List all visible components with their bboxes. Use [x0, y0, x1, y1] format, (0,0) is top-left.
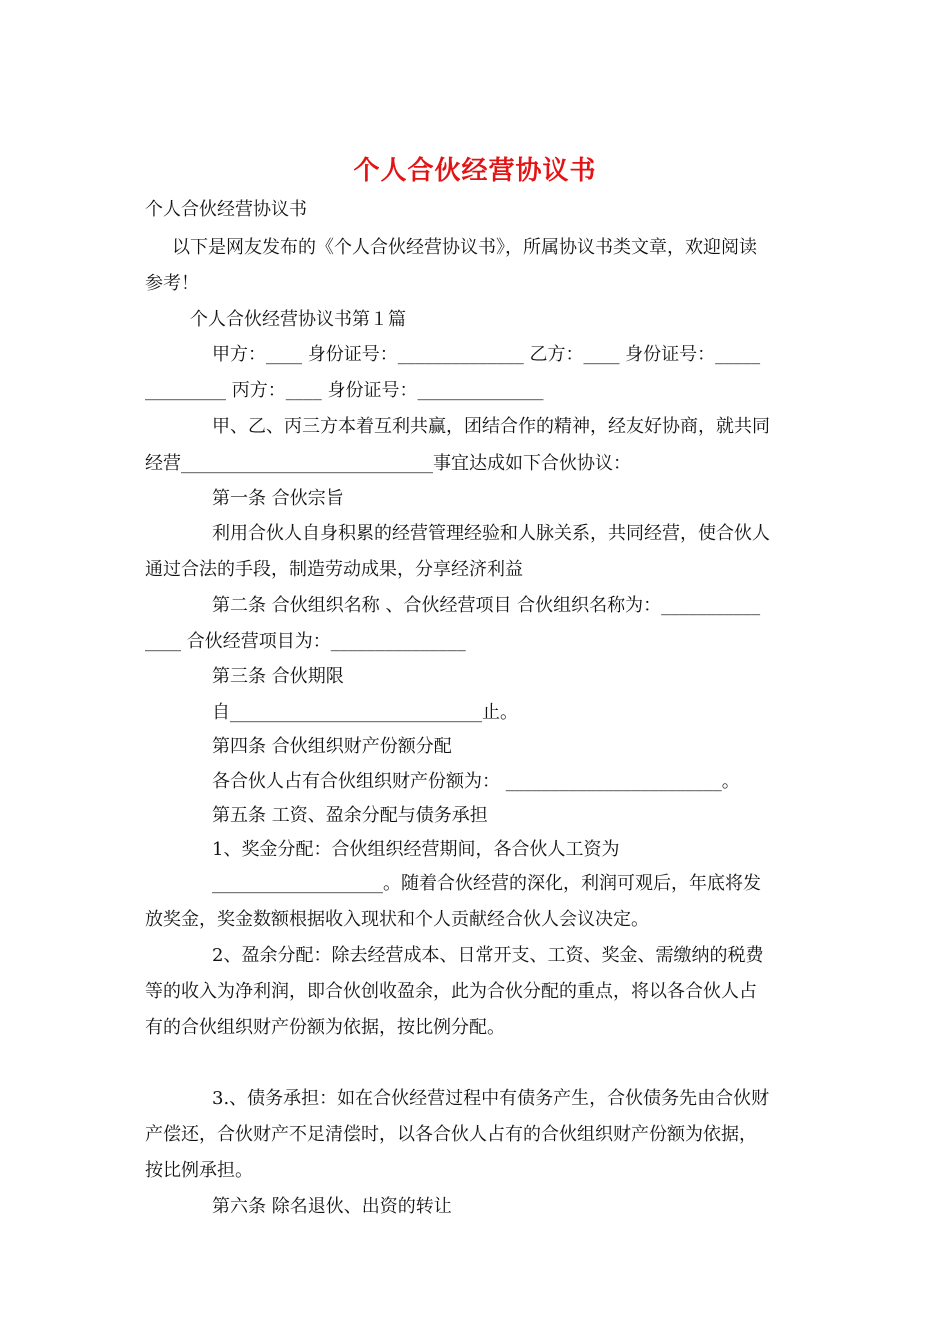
body-line: 有的合伙组织财产份额为依据，按比例分配。 [145, 1017, 505, 1038]
body-line: 各合伙人占有合伙组织财产份额为： ________________________。 [212, 771, 740, 792]
body-line: 通过合法的手段，制造劳动成果，分享经济利益 [145, 559, 523, 580]
body-line: 放奖金，奖金数额根据收入现状和个人贡献经合伙人会议决定。 [145, 909, 649, 930]
body-line: 2、盈余分配：除去经营成本、日常开支、工资、奖金、需缴纳的税费 [212, 945, 764, 966]
body-line: 按比例承担。 [145, 1160, 253, 1181]
body-line: 经营____________________________事宜达成如下合伙协议： [145, 453, 631, 474]
body-line: 产偿还，合伙财产不足清偿时，以各合伙人占有的合伙组织财产份额为依据， [145, 1124, 757, 1145]
article-heading: 第一条 合伙宗旨 [212, 488, 344, 509]
article-heading: 第三条 合伙期限 [212, 666, 344, 687]
body-line: ___________________。随着合伙经营的深化，利润可观后，年底将发 [212, 873, 761, 894]
body-line: 利用合伙人自身积累的经营管理经验和人脉关系，共同经营，使合伙人 [212, 523, 770, 544]
body-line: 3.、债务承担：如在合伙经营过程中有债务产生，合伙债务先由合伙财 [212, 1088, 770, 1109]
party-line: _________ 丙方：____ 身份证号：______________ [145, 380, 544, 401]
subtitle-line: 个人合伙经营协议书 [145, 199, 307, 220]
article-heading: 第二条 合伙组织名称 、合伙经营项目 合伙组织名称为：___________ [212, 595, 761, 616]
body-line: 自____________________________止。 [212, 702, 518, 723]
body-line: 1、奖金分配：合伙组织经营期间，各合伙人工资为 [212, 839, 620, 860]
party-line: 甲方：____ 身份证号：______________ 乙方：____ 身份证号：_____ [212, 344, 761, 365]
document-title: 个人合伙经营协议书 [353, 156, 597, 186]
body-line: 甲、乙、丙三方本着互利共赢，团结合作的精神，经友好协商，就共同 [212, 416, 770, 437]
body-line: ____ 合伙经营项目为：_______________ [145, 631, 466, 652]
article-heading: 第五条 工资、盈余分配与债务承担 [212, 805, 488, 826]
article-heading: 第六条 除名退伙、出资的转让 [212, 1196, 452, 1217]
intro-line: 参考！ [145, 273, 199, 294]
intro-line: 以下是网友发布的《个人合伙经营协议书》，所属协议书类文章，欢迎阅读 [172, 237, 757, 258]
body-line: 等的收入为净利润，即合伙创收盈余，此为合伙分配的重点，将以各合伙人占 [145, 981, 757, 1002]
article-heading: 第四条 合伙组织财产份额分配 [212, 736, 452, 757]
section-heading: 个人合伙经营协议书第１篇 [190, 309, 406, 330]
